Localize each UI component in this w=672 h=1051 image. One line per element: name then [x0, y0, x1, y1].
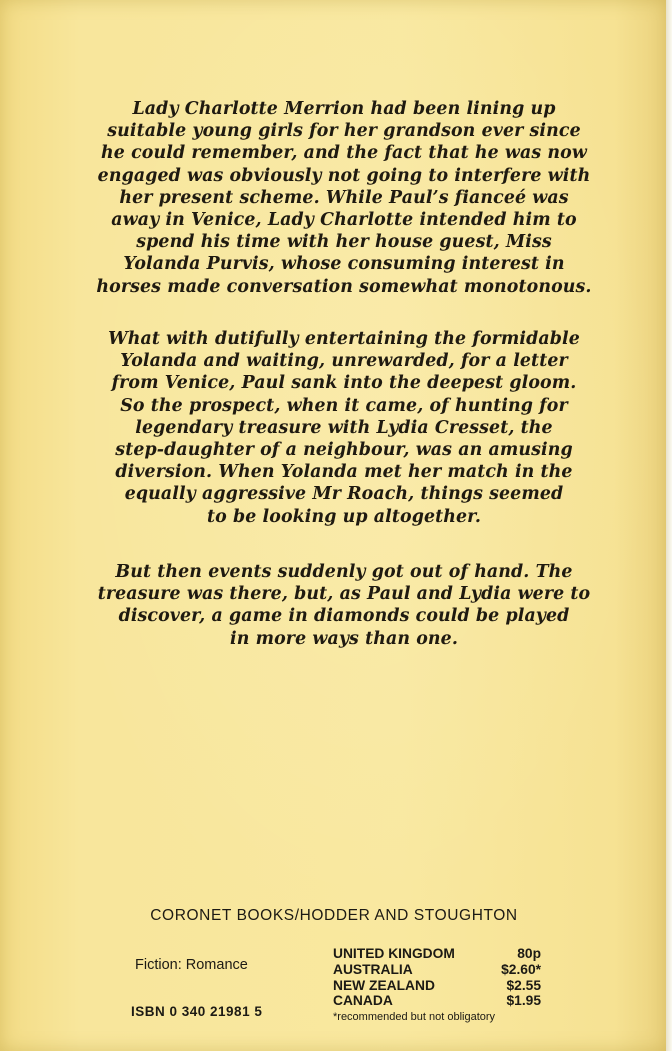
price-country: UNITED KINGDOM [333, 946, 455, 961]
blurb-line: What with dutifully entertaining the formidable [108, 329, 580, 349]
price-country: AUSTRALIA [333, 961, 413, 977]
price-value: 80p [517, 946, 541, 961]
blurb-paragraph-3 [54, 561, 634, 650]
price-row [333, 978, 541, 994]
blurb-line: he could remember, and the fact that he was now [101, 143, 587, 164]
blurb-line: spend his time with her house guest, Miss [136, 232, 552, 253]
blurb-line: Lady Charlotte Merrion had been lining up [132, 99, 556, 119]
blurb-line: diversion. When Yolanda met her match in the [115, 462, 573, 483]
price-row [333, 993, 541, 1009]
price-value: $1.95 [506, 993, 541, 1009]
blurb-paragraph-1 [54, 98, 634, 298]
blurb-line: equally aggressive Mr Roach, things seemed [124, 484, 564, 505]
blurb-line: So the prospect, when it came, of hunting for [120, 395, 568, 416]
blurb-line: engaged was obviously not going to interfere with [97, 165, 591, 186]
price-value: $2.55 [506, 977, 541, 993]
blurb-line: from Venice, Paul sank into the deepest gloom. [111, 373, 577, 394]
blurb-line: to be looking up altogether. [206, 506, 482, 527]
price-row [333, 962, 541, 978]
blurb-line: Yolanda and waiting, unrewarded, for a letter [120, 351, 568, 372]
price-country: NEW ZEALAND [333, 977, 435, 993]
price-value: $2.60* [501, 961, 541, 977]
blurb-line: suitable young girls for her grandson ever since [107, 121, 581, 142]
blurb-line: But then events suddenly got out of hand. The [115, 562, 573, 582]
page-edge [666, 0, 672, 1051]
price-list [333, 946, 541, 1025]
genre-label: Fiction: Romance [135, 957, 248, 973]
blurb-line: away in Venice, Lady Charlotte intended him to [111, 210, 577, 231]
blurb-line: treasure was there, but, as Paul and Lydia were to [97, 584, 591, 605]
blurb-paragraph-2 [54, 328, 634, 528]
price-footnote: *recommended but not obligatory [333, 1011, 496, 1024]
isbn-number: ISBN 0 340 21981 5 [131, 1004, 263, 1019]
blurb-line: horses made conversation somewhat monotonous. [96, 276, 592, 297]
blurb-line: her present scheme. While Paul’s fianceé was [119, 187, 569, 208]
price-country: CANADA [333, 993, 393, 1009]
blurb-line: step-daughter of a neighbour, was an amusing [115, 440, 573, 461]
blurb-line: discover, a game in diamonds could be played [118, 606, 570, 627]
blurb-line: Yolanda Purvis, whose consuming interest in [123, 254, 565, 275]
blurb-line: in more ways than one. [230, 628, 458, 649]
blurb-line: legendary treasure with Lydia Cresset, the [135, 417, 553, 438]
price-row [333, 946, 541, 962]
publisher-imprint: CORONET BOOKS/HODDER AND STOUGHTON [150, 907, 518, 924]
